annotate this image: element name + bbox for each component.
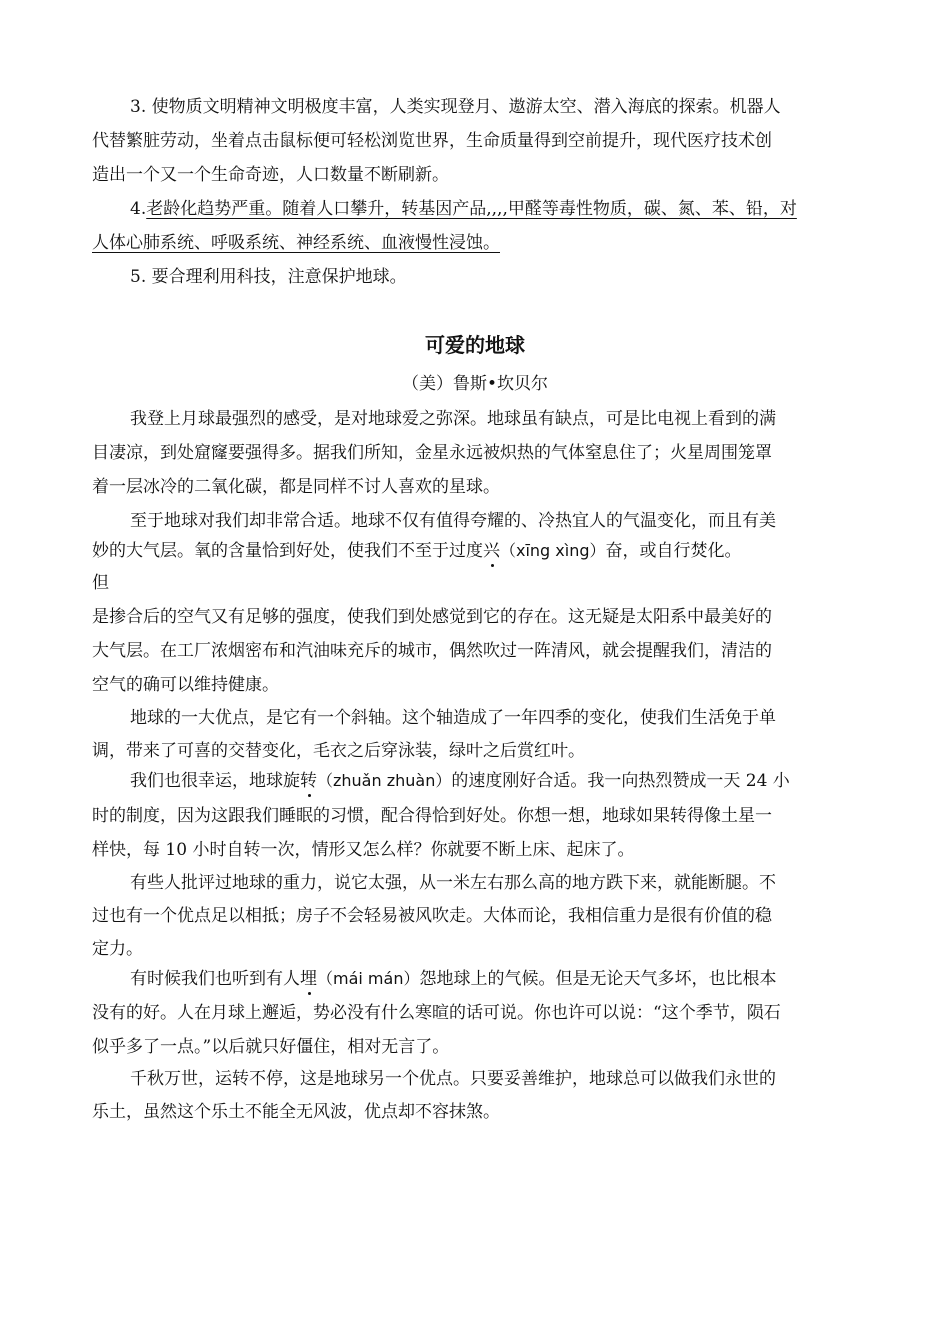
text-line: 过也有一个优点足以相抵；房子不会轻易被风吹走。大体而论，我相信重力是很有价值的稳 bbox=[92, 906, 772, 926]
text-segment: 有时候我们也听到有人 bbox=[130, 969, 300, 989]
text-line: 空气的确可以维持健康。 bbox=[92, 675, 279, 695]
text-line: 但 bbox=[92, 573, 109, 593]
text-line: 定力。 bbox=[92, 939, 143, 959]
underlined-text: 老龄化趋势严重。随着人口攀升，转基因产品,,,,甲醛等毒性物质，碳、氮、苯、铅，对 bbox=[146, 199, 797, 219]
text-segment: 奋，或自行焚化。 bbox=[605, 541, 742, 561]
pinyin-annotation: （mái mán） bbox=[317, 969, 420, 988]
text-segment: 妙的大气层。氧的含量恰到好处，使我们不至于过度 bbox=[92, 541, 483, 561]
text-line: 地球的一大优点，是它有一个斜轴。这个轴造成了一年四季的变化，使我们生活免于单 bbox=[130, 708, 776, 728]
underlined-text: 人体心肺系统、呼吸系统、神经系统、血液慢性浸蚀。 bbox=[92, 233, 500, 253]
text-line: 似乎多了一点。”以后就只好僵住，相对无言了。 bbox=[92, 1037, 450, 1057]
text-line: 造出一个又一个生命奇迹，人口数量不断刷新。 bbox=[92, 165, 449, 185]
text-line: 是掺合后的空气又有足够的强度，使我们到处感觉到它的存在。这无疑是太阳系中最美好的 bbox=[92, 607, 772, 627]
text-line: 我登上月球最强烈的感受，是对地球爱之弥深。地球虽有缺点，可是比电视上看到的满 bbox=[130, 409, 776, 429]
text-line: 目凄凉，到处窟窿要强得多。据我们所知，金星永远被炽热的气体窒息住了；火星周围笼罩 bbox=[92, 443, 772, 463]
emphasis-char: 兴 bbox=[483, 541, 500, 561]
text-segment: 怨地球上的气候。但是无论天气多坏，也比根本 bbox=[419, 969, 777, 989]
text-line: 千秋万世，运转不停，这是地球另一个优点。只要妥善维护，地球总可以做我们永世的 bbox=[130, 1069, 776, 1089]
text-line: 着一层冰冷的二氧化碳，都是同样不讨人喜欢的星球。 bbox=[92, 477, 500, 497]
emphasis-char: 转 bbox=[300, 771, 317, 791]
text-segment: 的速度刚好合适。我一向热烈赞成一天 24 小 bbox=[451, 771, 790, 791]
text-line: 至于地球对我们却非常合适。地球不仅有值得夸耀的、冷热宜人的气温变化，而且有美 bbox=[130, 511, 776, 531]
text-line: 时的制度，因为这跟我们睡眠的习惯，配合得恰到好处。你想一想，地球如果转得像土星一 bbox=[92, 806, 772, 826]
text-line: 没有的好。人在月球上邂逅，势必没有什么寒暄的话可说。你也许可以说：“这个季节，陨石 bbox=[92, 1003, 781, 1023]
emphasis-char: 埋 bbox=[300, 969, 317, 989]
article-title: 可爱的地球 bbox=[425, 333, 525, 357]
text-line: 3. 使物质文明精神文明极度丰富，人类实现登月、遨游太空、潜入海底的探索。机器人 bbox=[130, 97, 781, 117]
text-line: 样快，每 10 小时自转一次，情形又怎么样？你就要不断上床、起床了。 bbox=[92, 840, 635, 860]
text-line: 大气层。在工厂浓烟密布和汽油味充斥的城市，偶然吹过一阵清风，就会提醒我们，清洁的 bbox=[92, 641, 772, 661]
text-line: 调，带来了可喜的交替变化，毛衣之后穿泳装，绿叶之后赏红叶。 bbox=[92, 741, 585, 761]
text-line: 乐土，虽然这个乐土不能全无风波，优点却不容抹煞。 bbox=[92, 1102, 500, 1122]
pinyin-annotation: （xīng xìng） bbox=[500, 541, 606, 560]
text-segment: 我们也很幸运，地球旋 bbox=[130, 771, 300, 791]
text-line: 代替繁脏劳动，坐着点击鼠标便可轻松浏览世界，生命质量得到空前提升，现代医疗技术创 bbox=[92, 131, 772, 151]
text-line bbox=[92, 541, 742, 561]
text-line: 有些人批评过地球的重力，说它太强，从一米左右那么高的地方跌下来，就能断腿。不 bbox=[130, 873, 776, 893]
list-item-5: 5. 要合理利用科技，注意保护地球。 bbox=[130, 267, 407, 287]
text-line bbox=[130, 199, 797, 219]
pinyin-annotation: （zhuǎn zhuàn） bbox=[317, 771, 452, 790]
text-line bbox=[130, 969, 776, 989]
list-number: 4. bbox=[130, 199, 147, 219]
article-author: （美）鲁斯•坎贝尔 bbox=[401, 374, 549, 394]
text-line bbox=[130, 771, 790, 791]
